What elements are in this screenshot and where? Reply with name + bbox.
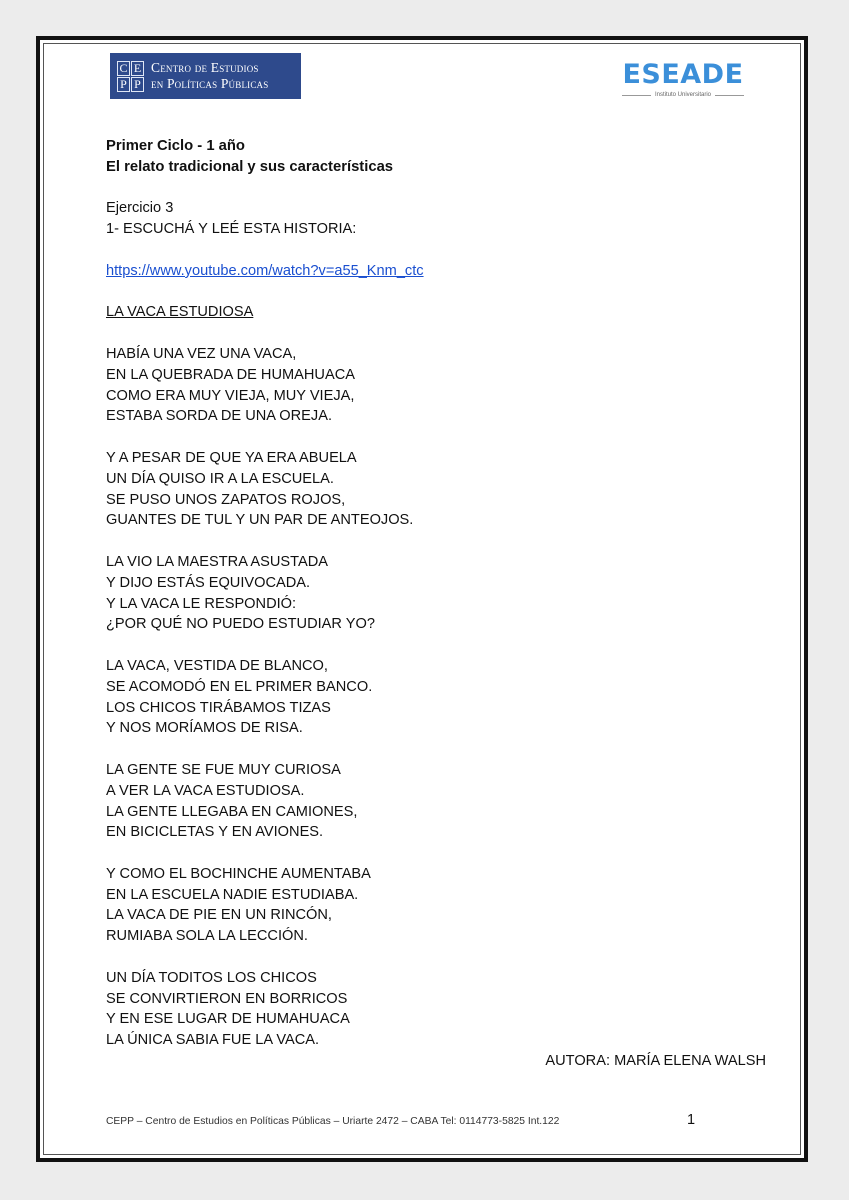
poem-stanza [106, 760, 766, 843]
story-title: LA VACA ESTUDIOSA [106, 304, 254, 321]
poem-line: ¿POR QUÉ NO PUEDO ESTUDIAR YO? [106, 616, 375, 633]
poem-line: A VER LA VACA ESTUDIOSA. [106, 782, 305, 799]
cepp-letter: P [117, 77, 130, 92]
poem-line: SE ACOMODÓ EN EL PRIMER BANCO. [106, 678, 373, 695]
poem-line: LA VACA DE PIE EN UN RINCÓN, [106, 907, 332, 924]
poem-line: LA GENTE SE FUE MUY CURIOSA [106, 761, 341, 778]
cepp-logo [110, 53, 301, 99]
poem-line: LA VACA, VESTIDA DE BLANCO, [106, 657, 328, 674]
divider [622, 95, 651, 96]
poem-line: Y COMO EL BOCHINCHE AUMENTABA [106, 865, 371, 882]
exercise-label: Ejercicio 3 [106, 200, 174, 217]
poem-line: EN LA QUEBRADA DE HUMAHUACA [106, 366, 355, 383]
poem-line: LA ÚNICA SABIA FUE LA VACA. [106, 1032, 320, 1049]
poem-line: SE CONVIRTIERON EN BORRICOS [106, 990, 348, 1007]
poem-line: LA VIO LA MAESTRA ASUSTADA [106, 553, 328, 570]
cepp-logo-line1: Centro de Estudios [151, 60, 259, 75]
poem-stanza [106, 552, 766, 635]
exercise-instruction: 1- ESCUCHÁ Y LEÉ ESTA HISTORIA: [106, 221, 357, 238]
cepp-logo-text [151, 60, 268, 92]
doc-heading-topic: El relato tradicional y sus características [106, 158, 394, 175]
eseade-logo-subtitle-row [618, 92, 748, 98]
poem-line: Y NOS MORÍAMOS DE RISA. [106, 720, 303, 737]
poem-author: AUTORA: MARÍA ELENA WALSH [545, 1053, 766, 1070]
poem-line: HABÍA UNA VEZ UNA VACA, [106, 345, 297, 362]
eseade-logo [618, 60, 748, 98]
poem-line: UN DÍA QUISO IR A LA ESCUELA. [106, 470, 334, 487]
doc-heading-cycle: Primer Ciclo - 1 año [106, 138, 245, 154]
page-number: 1 [687, 1112, 696, 1128]
youtube-link[interactable]: https://www.youtube.com/watch?v=a55_Knm_ctc [106, 262, 424, 279]
poem-line: EN BICICLETAS Y EN AVIONES. [106, 824, 324, 841]
poem-line: RUMIABA SOLA LA LECCIÓN. [106, 928, 308, 945]
poem-line: UN DÍA TODITOS LOS CHICOS [106, 969, 317, 986]
poem-line: SE PUSO UNOS ZAPATOS ROJOS, [106, 491, 346, 508]
poem-line: ESTABA SORDA DE UNA OREJA. [106, 408, 332, 425]
poem-line: LOS CHICOS TIRÁBAMOS TIZAS [106, 699, 331, 716]
eseade-logo-subtitle: Instituto Universitario [654, 92, 712, 98]
poem-line: Y A PESAR DE QUE YA ERA ABUELA [106, 449, 357, 466]
eseade-logo-word: ESEADE [622, 59, 744, 90]
poem-line: LA GENTE LLEGABA EN CAMIONES, [106, 803, 358, 820]
cepp-letter-grid [117, 61, 144, 92]
poem-stanza [106, 864, 766, 947]
poem-line: Y EN ESE LUGAR DE HUMAHUACA [106, 1011, 350, 1028]
poem-stanzas [106, 344, 766, 1051]
cepp-logo-line2: en Políticas Públicas [151, 76, 269, 91]
poem-line: Y LA VACA LE RESPONDIÓ: [106, 595, 297, 612]
cepp-letter: C [117, 61, 130, 76]
page-footer: CEPP – Centro de Estudios en Políticas Públicas – Uriarte 2472 – CABA Tel: 0114773-5825 Int.122 [106, 1116, 560, 1127]
poem-line: EN LA ESCUELA NADIE ESTUDIABA. [106, 886, 359, 903]
poem-stanza [106, 968, 766, 1051]
poem-line: COMO ERA MUY VIEJA, MUY VIEJA, [106, 387, 355, 404]
divider [715, 95, 744, 96]
document-page [36, 36, 808, 1162]
poem-line: Y DIJO ESTÁS EQUIVOCADA. [106, 574, 311, 591]
cepp-letter: P [131, 77, 144, 92]
poem-stanza [106, 344, 766, 427]
poem-line: GUANTES DE TUL Y UN PAR DE ANTEOJOS. [106, 512, 414, 529]
poem-stanza [106, 656, 766, 739]
document-body [106, 136, 766, 1072]
poem-stanza [106, 448, 766, 531]
cepp-letter: E [131, 61, 144, 76]
